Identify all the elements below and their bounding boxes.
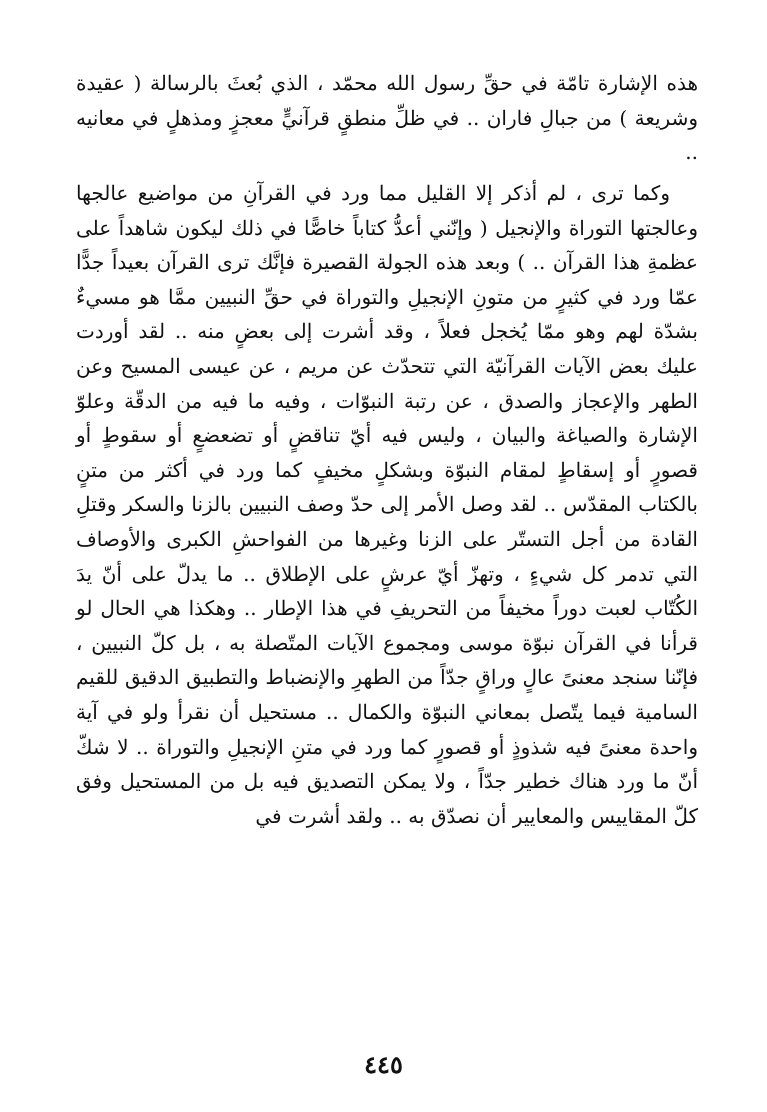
paragraph-text: هذه الإشارة تامّة في حقِّ رسول الله محمّد ، الذي بُعثَ بالرسالة ( عقيدة وشريعة ) من جبالِ فاران .. في ظلِّ منطقٍ قرآنيٍّ معجزٍ ومذهلٍ في معانيه .. — [76, 71, 698, 165]
paragraph-main — [76, 176, 698, 833]
page-number: ٤٤٥ — [364, 1050, 403, 1079]
paragraph-continuation — [76, 66, 698, 170]
paragraph-text: وكما ترى ، لم أذكر إلا القليل مما ورد في القرآنِ من مواضيع عالجها وعالجتها التوراة والإنجيل ( وإنّني أعدُّ كتاباً خاصًّا في ذلك ليكون شاهداً على عظمةِ هذا القرآن .. ) وبعد هذه الجولة القصيرة فإنَّك ترى القرآن بعيداً جدًّا عمّا ورد في كثيرٍ من متونِ الإنجيلِ والتوراة في حقِّ النبيين ممَّا هو مسيءٌ بشدّة لهم وهو ممّا يُخجل فعلاً ، وقد أشرت إلى بعضٍ منه .. لقد أوردت عليك بعض الآيات القرآنيّة التي تتحدّث عن مريم ، عن عيسى المسيح وعن الطهر والإعجاز والصدق ، عن رتبة النبوّات ، وفيه ما فيه من الدقّة وعلوّ الإشارة والصياغة والبيان ، وليس فيه أيّ تناقضٍ أو تضعضعٍ أو سقوطٍ أو قصورٍ أو إسقاطٍ لمقام النبوّة وبشكلٍ مخيفٍ كما ورد في أكثر من متنٍ بالكتاب المقدّس .. لقد وصل الأمر إلى حدّ وصف النبيين بالزنا والسكر وقتلِ القادة من أجل التستّر على الزنا وغيرها من الفواحشِ الكبرى والأوصاف التي تدمر كل شيءٍ ، وتهزّ أيّ عرشٍ على الإطلاق .. ما يدلّ على أنّ يدَ الكُتّاب لعبت دوراً مخيفاً من التحريفِ في هذا الإطار .. وهكذا هي الحال لو قرأنا في القرآن نبوّة موسى ومجموع الآيات المتّصلة به ، بل كلّ النبيين ، فإنّنا سنجد معنىً عالٍ وراقٍ جدّاً من الطهرِ والإنضباط والتطبيق الدقيق للقيم السامية فيما يتّصل بمعاني النبوّة والكمال .. مستحيل أن نقرأ ولو في آية واحدة معنىً فيه شذوذٍ أو قصورٍ كما ورد في متنِ الإنجيلِ والتوراة .. لا شكّ أنّ ما ورد هناك خطير جدّاً ، ولا يمكن التصديق فيه بل من المستحيل وفق كلّ المقاييس والمعايير أن نصدّق به .. ولقد أشرت في — [76, 181, 699, 828]
